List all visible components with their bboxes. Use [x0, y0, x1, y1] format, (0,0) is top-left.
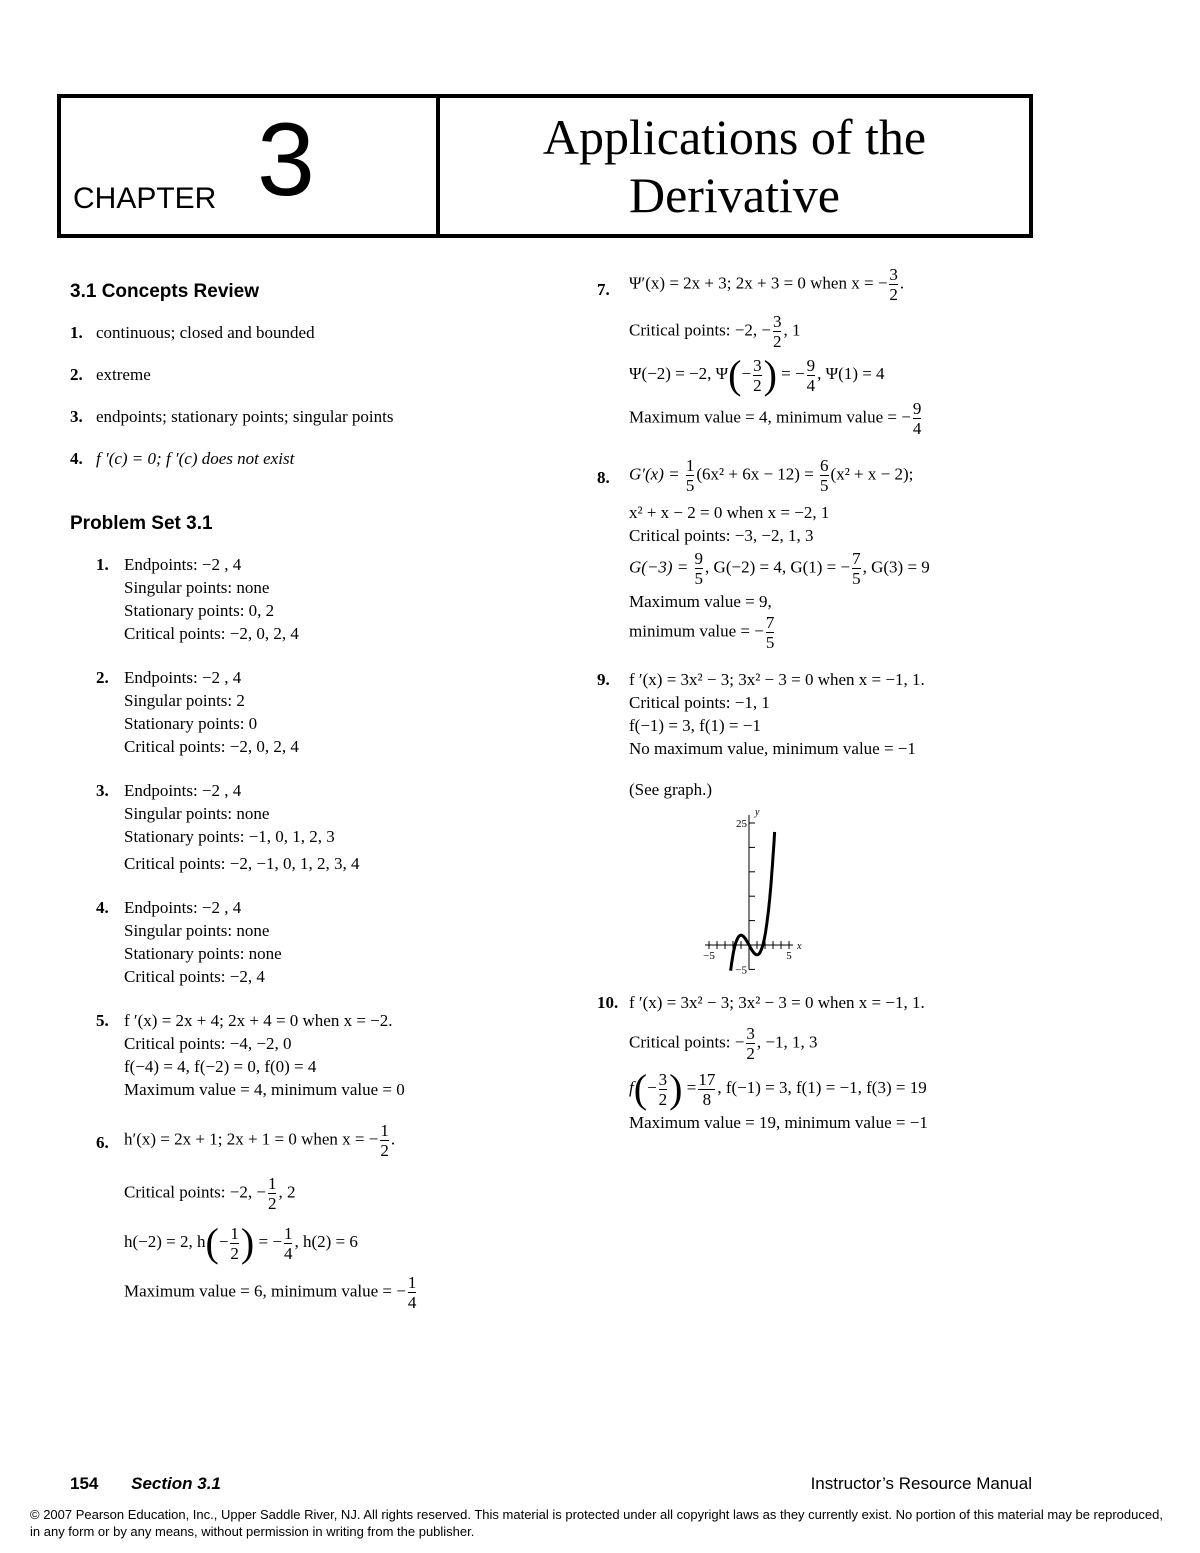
fraction: $\frac{1}{2}$	[267, 1174, 277, 1213]
chapter-number: 3	[257, 102, 315, 218]
p6-max-min: Maximum value = 6, minimum value = − $\frac{1}{4}$	[124, 1273, 417, 1312]
problem-4: 4. Endpoints: −2 , 4 Singular points: none Stationary points: none Critical points: −2, 4	[96, 898, 282, 986]
problem-1: 1. Endpoints: −2 , 4 Singular points: none Stationary points: 0, 2 Critical points: −2, 0, 2, 4	[96, 555, 299, 643]
left-column	[70, 280, 570, 1312]
problem-9: 9. f ′(x) = 3x² − 3; 3x² − 3 = 0 when x = −1, 1. Critical points: −1, 1 f(−1) = 3, f(1) = −1 No maximum value, minimum value = −1 (See graph.) y x 25 −5 −5 5	[597, 668, 1057, 983]
graph-curve	[731, 832, 775, 971]
chapter-header	[57, 94, 1033, 238]
fraction: $\frac{9}{4}$	[912, 399, 922, 438]
chapter-word: CHAPTER	[73, 182, 217, 215]
concepts-review-list	[70, 321, 570, 470]
graph-x-tick-left: −5	[703, 950, 715, 962]
fraction: $\frac{3}{2}$	[889, 265, 898, 304]
problem-set-heading: Problem Set 3.1	[70, 513, 213, 534]
fraction: $\frac{9}{4}$	[806, 355, 816, 395]
fraction: $\frac{7}{5}$	[765, 613, 775, 652]
fraction: $\frac{1}{2}$	[230, 1223, 239, 1263]
problem-5: 5. f ′(x) = 2x + 4; 2x + 4 = 0 when x = −2. Critical points: −4, −2, 0 f(−4) = 4, f(−2) = 0, f(0) = 4 Maximum value = 4, minimum value = 0	[96, 1011, 405, 1099]
p6-line1: h′(x) = 2x + 1; 2x + 1 = 0 when x = − $\frac{1}{2}$ .	[124, 1121, 396, 1160]
graph-y-tick-bottom: −5	[735, 964, 747, 977]
fraction: $\frac{1}{2}$	[380, 1121, 389, 1160]
fraction: $\frac{1}{4}$	[283, 1223, 293, 1263]
graph-x-tick-right: 5	[786, 950, 792, 962]
graph-y-axis-label: y	[755, 807, 760, 818]
copyright-notice: © 2007 Pearson Education, Inc., Upper Saddle River, NJ. All rights reserved. This material is protected under all copyright laws as they currently exist. No portion of this material may be reproduced, in any form or by any means, without permission in writing from the publisher.	[30, 1507, 1163, 1539]
problem-3: 3. Endpoints: −2 , 4 Singular points: none Stationary points: −1, 0, 1, 2, 3 Critical points: −2, −1, 0, 1, 2, 3, 4	[96, 781, 360, 873]
fraction: $\frac{17}{8}$	[698, 1069, 716, 1109]
right-column	[597, 265, 1057, 1134]
list-item: 1. continuous; closed and bounded	[70, 323, 315, 342]
graph-x-axis-label: x	[797, 941, 802, 952]
chapter-label-box	[61, 98, 440, 234]
fraction: $\frac{3}{2}$	[658, 1069, 668, 1109]
chapter-title-line1: Applications of the	[542, 109, 927, 165]
fraction: $\frac{9}{5}$	[694, 549, 704, 588]
problem-8: 8. G′(x) = $\frac{1}{5}$ (6x² + 6x − 12) = $\frac{6}{5}$ (x² + x − 2); x² + x − 2 = 0 when x = −2, 1 Critical points: −3, −2, 1, 3 G(−3) = $\frac{9}{5}$ , G(−2) = 4, G(1) = − $\frac{7}{5}$ , G(3) = 9 Maximum value = 9, minimum value = − $\frac{7}{5}$	[597, 456, 930, 652]
problem-10: 10. f ′(x) = 3x² − 3; 3x² − 3 = 0 when x = −1, 1. Critical points: − $\frac{3}{2}$ , −1, 1, 3 f(− $\frac{3}{2}$ ) = $\frac{17}{8}$ , f(−1) = 3, f(1) = −1, f(3) = 19 Maximum value = 19, minimum value = −1	[597, 993, 928, 1132]
footer-section: Section 3.1	[131, 1474, 221, 1493]
fraction: $\frac{1}{5}$	[685, 456, 695, 495]
fraction: $\frac{3}{2}$	[772, 312, 782, 351]
chapter-title	[440, 98, 1029, 234]
problem-2: 2. Endpoints: −2 , 4 Singular points: 2 Stationary points: 0 Critical points: −2, 0, 2, 4	[96, 668, 299, 756]
chapter-title-line2: Derivative	[628, 167, 840, 223]
fraction: $\frac{1}{4}$	[407, 1273, 417, 1312]
page-number: 154	[70, 1474, 99, 1493]
p6-critical: Critical points: −2, − $\frac{1}{2}$ , 2	[124, 1174, 296, 1213]
p6-values: h(−2) = 2, h(− $\frac{1}{2}$ ) = − $\frac{1}{4}$ , h(2) = 6	[124, 1220, 358, 1265]
footer-manual: Instructor’s Resource Manual	[810, 1474, 1032, 1493]
fraction: $\frac{6}{5}$	[820, 456, 829, 495]
page-footer	[70, 1474, 1032, 1494]
problem-6: 6. h′(x) = 2x + 1; 2x + 1 = 0 when x = − $\frac{1}{2}$ . Critical points: −2, − $\frac{1}{2}$ , 2 h(−2) = 2, h(− $\frac{1}{2}$ ) = − $\frac{1}{4}$ , h(2) = 6 Maximum value = 6, minimum value = − $\frac{1}{4}$	[70, 1121, 570, 1312]
fraction: $\frac{3}{2}$	[753, 355, 762, 395]
list-item: 3. endpoints; stationary points; singular points	[70, 407, 394, 426]
graph-y-tick-top: 25	[736, 818, 747, 830]
problem-7: 7. Ψ′(x) = 2x + 3; 2x + 3 = 0 when x = − $\frac{3}{2}$ . Critical points: −2, − $\frac{3}{2}$ , 1 Ψ(−2) = −2, Ψ(− $\frac{3}{2}$ ) = − $\frac{9}{4}$ , Ψ(1) = 4 Maximum value = 4, minimum value = − $\frac{9}{4}$	[597, 265, 922, 438]
list-item: 2. extreme	[70, 365, 151, 384]
fraction: $\frac{3}{2}$	[746, 1024, 755, 1063]
function-graph	[629, 803, 829, 983]
list-item: 4. f ′(c) = 0; f ′(c) does not exist	[70, 449, 295, 468]
fraction: $\frac{7}{5}$	[852, 549, 861, 588]
concepts-review-heading: 3.1 Concepts Review	[70, 281, 260, 302]
